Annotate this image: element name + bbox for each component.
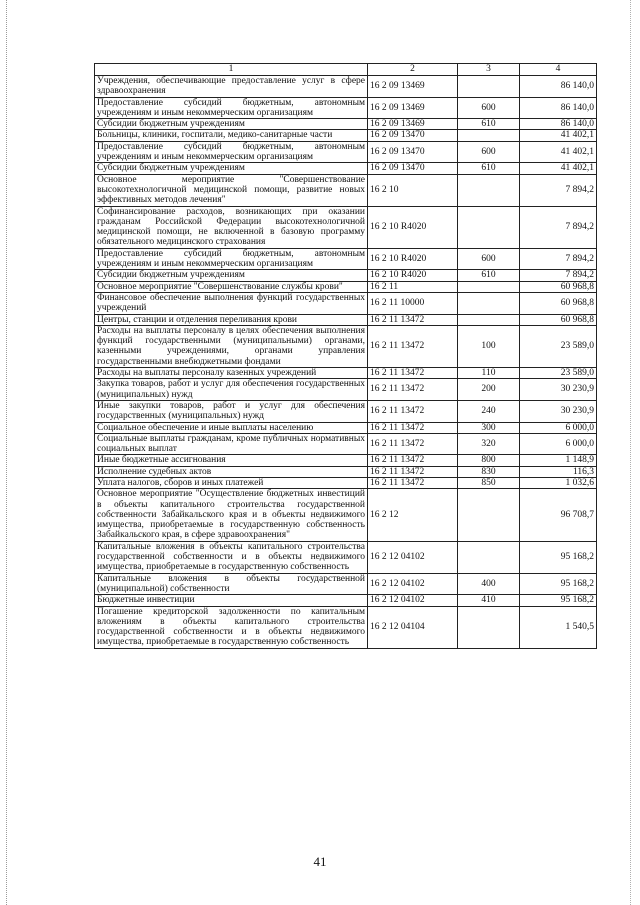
column-header-expense-type: 3: [458, 64, 520, 76]
row-name-cell: Основное мероприятие "Совершенствование службы крови": [95, 281, 368, 292]
row-expense-type-cell: [458, 489, 520, 541]
table-row: [95, 325, 597, 367]
row-amount-cell: 30 230,9: [520, 379, 597, 401]
row-amount-cell: 95 168,2: [520, 573, 597, 595]
row-amount-cell: 116,3: [520, 466, 597, 477]
row-expense-type-cell: 600: [458, 248, 520, 270]
row-name-cell: Иные бюджетные ассигнования: [95, 455, 368, 466]
row-code-cell: 16 2 09 13470: [368, 141, 458, 163]
row-code-cell: 16 2 11 13472: [368, 325, 458, 367]
table-header: [95, 64, 597, 76]
table-row: [95, 119, 597, 130]
table-row: [95, 281, 597, 292]
row-name-cell: Предоставление субсидий бюджетным, автономным учреждениям и иным некоммерческим организациям: [95, 248, 368, 270]
row-code-cell: 16 2 11 13472: [368, 455, 458, 466]
table-row: [95, 292, 597, 314]
row-expense-type-cell: 240: [458, 400, 520, 422]
row-amount-cell: 1 032,6: [520, 477, 597, 488]
row-name-cell: Исполнение судебных актов: [95, 466, 368, 477]
row-name-cell: Субсидии бюджетным учреждениям: [95, 270, 368, 281]
row-expense-type-cell: 110: [458, 368, 520, 379]
table-row: [95, 379, 597, 401]
table-row: [95, 76, 597, 98]
row-code-cell: 16 2 10 R4020: [368, 206, 458, 248]
row-code-cell: 16 2 11 13472: [368, 433, 458, 455]
row-expense-type-cell: [458, 314, 520, 325]
row-name-cell: Социальное обеспечение и иные выплаты населению: [95, 422, 368, 433]
row-amount-cell: 23 589,0: [520, 368, 597, 379]
page-right-edge: [630, 0, 632, 905]
row-code-cell: 16 2 09 13469: [368, 97, 458, 119]
row-amount-cell: 41 402,1: [520, 141, 597, 163]
row-code-cell: 16 2 12: [368, 489, 458, 541]
row-amount-cell: 7 894,2: [520, 174, 597, 206]
row-amount-cell: 95 168,2: [520, 541, 597, 573]
table-row: [95, 141, 597, 163]
row-code-cell: 16 2 11 13472: [368, 422, 458, 433]
row-name-cell: Предоставление субсидий бюджетным, автономным учреждениям и иным некоммерческим организациям: [95, 97, 368, 119]
row-code-cell: 16 2 09 13469: [368, 119, 458, 130]
row-amount-cell: 96 708,7: [520, 489, 597, 541]
row-code-cell: 16 2 12 04102: [368, 541, 458, 573]
row-amount-cell: 6 000,0: [520, 433, 597, 455]
row-code-cell: 16 2 11 13472: [368, 314, 458, 325]
row-name-cell: Основное мероприятие "Совершенствование высокотехнологичной медицинской помощи, развитие новых эффективных методов лечения": [95, 174, 368, 206]
table-row: [95, 270, 597, 281]
row-code-cell: 16 2 09 13470: [368, 130, 458, 141]
column-header-amount: 4: [520, 64, 597, 76]
row-expense-type-cell: [458, 206, 520, 248]
row-name-cell: Социальные выплаты гражданам, кроме публичных нормативных социальных выплат: [95, 433, 368, 455]
row-expense-type-cell: 200: [458, 379, 520, 401]
row-code-cell: 16 2 11 13472: [368, 368, 458, 379]
table-row: [95, 130, 597, 141]
page-number: 41: [313, 854, 327, 869]
row-name-cell: Субсидии бюджетным учреждениям: [95, 119, 368, 130]
row-code-cell: 16 2 10 R4020: [368, 248, 458, 270]
row-name-cell: Капитальные вложения в объекты государственной (муниципальной) собственности: [95, 573, 368, 595]
row-name-cell: Бюджетные инвестиции: [95, 595, 368, 606]
row-amount-cell: 60 968,8: [520, 292, 597, 314]
row-name-cell: Капитальные вложения в объекты капитального строительства государственной собственности и в объекты недвижимого имущества, приобретаемые в государственную собственность: [95, 541, 368, 573]
table-row: [95, 248, 597, 270]
row-expense-type-cell: 600: [458, 97, 520, 119]
row-expense-type-cell: [458, 292, 520, 314]
row-expense-type-cell: [458, 174, 520, 206]
table-row: [95, 466, 597, 477]
row-amount-cell: 60 968,8: [520, 281, 597, 292]
table-row: [95, 455, 597, 466]
row-expense-type-cell: 600: [458, 141, 520, 163]
column-header-name: 1: [95, 64, 368, 76]
row-amount-cell: 1 148,9: [520, 455, 597, 466]
row-amount-cell: 7 894,2: [520, 248, 597, 270]
row-amount-cell: 1 540,5: [520, 606, 597, 648]
row-expense-type-cell: 400: [458, 573, 520, 595]
row-expense-type-cell: [458, 606, 520, 648]
table-row: [95, 368, 597, 379]
row-expense-type-cell: 850: [458, 477, 520, 488]
row-name-cell: Расходы на выплаты персоналу в целях обеспечения выполнения функций государственными (муниципальными) органами, казенными учреждениями, органами управления государственными внебюджетными фондами: [95, 325, 368, 367]
row-code-cell: 16 2 12 04104: [368, 606, 458, 648]
row-expense-type-cell: 100: [458, 325, 520, 367]
row-code-cell: 16 2 12 04102: [368, 573, 458, 595]
row-amount-cell: 6 000,0: [520, 422, 597, 433]
row-code-cell: 16 2 10 R4020: [368, 270, 458, 281]
row-name-cell: Основное мероприятие "Осуществление бюджетных инвестиций в объекты капитального строительства государственной собственности Забайкальского края и в объекты недвижимого имущества, приобретаемые в государственную собственность Забайкальского края, в сфере здравоохранения": [95, 489, 368, 541]
row-expense-type-cell: 800: [458, 455, 520, 466]
page-left-edge: [6, 0, 8, 905]
row-name-cell: Погашение кредиторской задолженности по капитальным вложениям в объекты капитального строительства государственной собственности и в объекты недвижимого имущества, приобретаемые в государственную собственность: [95, 606, 368, 648]
table-row: [95, 541, 597, 573]
row-amount-cell: 86 140,0: [520, 76, 597, 98]
row-amount-cell: 30 230,9: [520, 400, 597, 422]
row-name-cell: Субсидии бюджетным учреждениям: [95, 163, 368, 174]
row-code-cell: 16 2 11 13472: [368, 466, 458, 477]
row-name-cell: Софинансирование расходов, возникающих при оказании гражданам Российской Федерации высокотехнологичной медицинской помощи, не включенной в базовую программу обязательного медицинского страхования: [95, 206, 368, 248]
row-amount-cell: 86 140,0: [520, 97, 597, 119]
row-expense-type-cell: 320: [458, 433, 520, 455]
row-expense-type-cell: 300: [458, 422, 520, 433]
row-name-cell: Иные закупки товаров, работ и услуг для обеспечения государственных (муниципальных) нужд: [95, 400, 368, 422]
row-name-cell: Учреждения, обеспечивающие предоставление услуг в сфере здравоохранения: [95, 76, 368, 98]
row-amount-cell: 95 168,2: [520, 595, 597, 606]
row-name-cell: Предоставление субсидий бюджетным, автономным учреждениям и иным некоммерческим организациям: [95, 141, 368, 163]
table-row: [95, 595, 597, 606]
header-row: [95, 64, 597, 76]
table-row: [95, 477, 597, 488]
row-code-cell: 16 2 09 13470: [368, 163, 458, 174]
table-row: [95, 206, 597, 248]
row-expense-type-cell: [458, 281, 520, 292]
table-row: [95, 163, 597, 174]
row-amount-cell: 41 402,1: [520, 130, 597, 141]
table-row: [95, 422, 597, 433]
row-expense-type-cell: [458, 130, 520, 141]
table-row: [95, 174, 597, 206]
row-name-cell: Финансовое обеспечение выполнения функций государственных учреждений: [95, 292, 368, 314]
table-row: [95, 314, 597, 325]
table-row: [95, 573, 597, 595]
row-name-cell: Расходы на выплаты персоналу казенных учреждений: [95, 368, 368, 379]
row-name-cell: Больницы, клиники, госпитали, медико-санитарные части: [95, 130, 368, 141]
row-code-cell: 16 2 11 13472: [368, 477, 458, 488]
row-expense-type-cell: [458, 541, 520, 573]
row-amount-cell: 7 894,2: [520, 206, 597, 248]
row-code-cell: 16 2 11 13472: [368, 379, 458, 401]
row-code-cell: 16 2 09 13469: [368, 76, 458, 98]
row-code-cell: 16 2 10: [368, 174, 458, 206]
table-row: [95, 606, 597, 648]
row-code-cell: 16 2 11: [368, 281, 458, 292]
row-name-cell: Центры, станции и отделения переливания крови: [95, 314, 368, 325]
table-body: [95, 76, 597, 649]
row-code-cell: 16 2 11 10000: [368, 292, 458, 314]
table-row: [95, 400, 597, 422]
table-row: [95, 433, 597, 455]
row-amount-cell: 86 140,0: [520, 119, 597, 130]
row-expense-type-cell: [458, 76, 520, 98]
table-row: [95, 489, 597, 541]
row-name-cell: Уплата налогов, сборов и иных платежей: [95, 477, 368, 488]
column-header-code: 2: [368, 64, 458, 76]
row-amount-cell: 60 968,8: [520, 314, 597, 325]
row-code-cell: 16 2 12 04102: [368, 595, 458, 606]
row-amount-cell: 23 589,0: [520, 325, 597, 367]
row-expense-type-cell: 610: [458, 119, 520, 130]
row-expense-type-cell: 610: [458, 163, 520, 174]
row-expense-type-cell: 830: [458, 466, 520, 477]
row-expense-type-cell: 410: [458, 595, 520, 606]
table-row: [95, 97, 597, 119]
row-name-cell: Закупка товаров, работ и услуг для обеспечения государственных (муниципальных) нужд: [95, 379, 368, 401]
row-amount-cell: 41 402,1: [520, 163, 597, 174]
row-amount-cell: 7 894,2: [520, 270, 597, 281]
budget-table: [94, 63, 597, 649]
row-expense-type-cell: 610: [458, 270, 520, 281]
row-code-cell: 16 2 11 13472: [368, 400, 458, 422]
